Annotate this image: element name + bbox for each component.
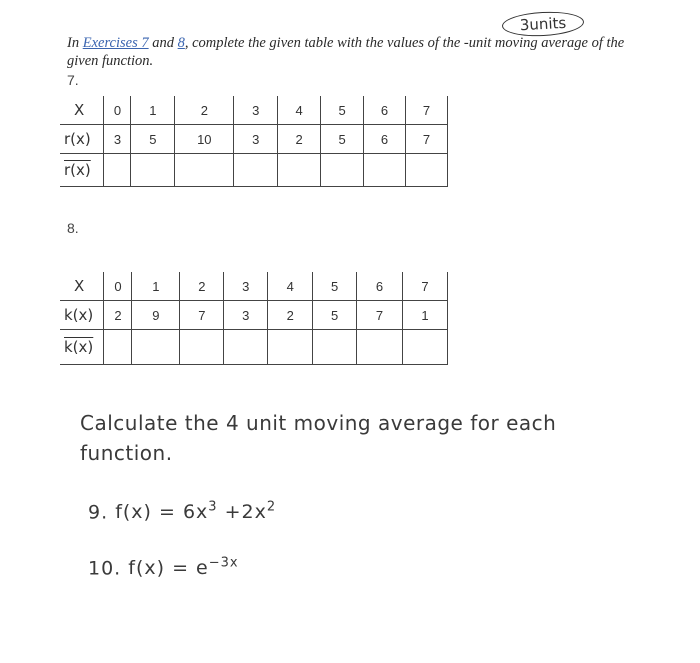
- x-cell: 5: [321, 96, 364, 125]
- instructions-mid: and: [148, 35, 178, 51]
- exercise-7-average-row: [60, 154, 448, 187]
- average-cell[interactable]: [104, 330, 132, 365]
- value-cell: 3: [234, 125, 278, 154]
- x-cell: 6: [364, 96, 406, 125]
- exercise-7-x-row: [60, 96, 448, 125]
- x-cell: 5: [313, 272, 357, 301]
- exercise-8-link[interactable]: 8: [177, 35, 185, 51]
- value-cell: 9: [132, 301, 180, 330]
- average-cell[interactable]: [234, 154, 278, 187]
- value-cell: 10: [175, 125, 234, 154]
- x-header-label: X: [60, 96, 104, 125]
- average-cell[interactable]: [268, 330, 313, 365]
- exercise-8-table: [60, 272, 448, 365]
- problem-10-number: 10.: [88, 557, 122, 580]
- exercise-7-values-row: [60, 125, 448, 154]
- x-cell: 4: [278, 96, 321, 125]
- x-cell: 6: [357, 272, 403, 301]
- exercise-7-link[interactable]: Exercises 7: [82, 35, 149, 51]
- problem-10: [88, 556, 239, 579]
- value-cell: 7: [406, 125, 448, 154]
- value-cell: 7: [357, 301, 403, 330]
- value-cell: 7: [180, 301, 224, 330]
- x-cell: 2: [175, 96, 234, 125]
- x-cell: 0: [104, 96, 131, 125]
- k-row-label: k(x): [60, 301, 104, 330]
- instructions-text: [67, 34, 637, 70]
- problem-9-formula: $f(x) = 6x^3 +2x^2$: [115, 500, 277, 524]
- average-cell[interactable]: [403, 330, 448, 365]
- value-cell: 2: [278, 125, 321, 154]
- x-cell: 3: [224, 272, 268, 301]
- handwritten-prompt: Calculate the 4 unit moving average for each function.: [80, 411, 557, 465]
- units-badge: 3units: [501, 10, 584, 38]
- problem-9-number: 9.: [88, 501, 109, 524]
- average-cell[interactable]: [406, 154, 448, 187]
- x-cell: 1: [132, 272, 180, 301]
- x-cell: 2: [180, 272, 224, 301]
- value-cell: 5: [313, 301, 357, 330]
- average-cell[interactable]: [313, 330, 357, 365]
- exercise-8-values-row: [60, 301, 448, 330]
- x-cell: 7: [403, 272, 448, 301]
- average-cell[interactable]: [104, 154, 131, 187]
- x-cell: 4: [268, 272, 313, 301]
- value-cell: 3: [224, 301, 268, 330]
- instructions-before: In: [67, 35, 83, 51]
- value-cell: 1: [403, 301, 448, 330]
- x-cell: 0: [104, 272, 132, 301]
- exercise-7-number: 7.: [67, 72, 79, 88]
- average-cell[interactable]: [364, 154, 406, 187]
- value-cell: 6: [364, 125, 406, 154]
- average-cell[interactable]: [132, 330, 180, 365]
- exercise-8-average-row: [60, 330, 448, 365]
- problem-10-formula: $f(x) = e^{-3x}$: [128, 556, 239, 580]
- r-row-label: r(x): [60, 125, 104, 154]
- average-cell[interactable]: [321, 154, 364, 187]
- average-cell[interactable]: [278, 154, 321, 187]
- value-cell: 5: [321, 125, 364, 154]
- x-cell: 3: [234, 96, 278, 125]
- x-cell: 1: [131, 96, 175, 125]
- instructions-after: , complete the given table with the values of the -unit moving average of the given function.: [67, 35, 625, 69]
- average-cell[interactable]: [357, 330, 403, 365]
- problem-9: [88, 500, 276, 523]
- x-header-label: X: [60, 272, 104, 301]
- average-cell[interactable]: [180, 330, 224, 365]
- value-cell: 3: [104, 125, 131, 154]
- exercise-7-table: [60, 96, 448, 187]
- average-cell[interactable]: [175, 154, 234, 187]
- exercise-8-x-row: [60, 272, 448, 301]
- r-average-label: r(x): [64, 161, 91, 179]
- value-cell: 2: [104, 301, 132, 330]
- exercise-8-number: 8.: [67, 220, 79, 236]
- value-cell: 5: [131, 125, 175, 154]
- average-cell[interactable]: [131, 154, 175, 187]
- k-average-label: k(x): [64, 338, 94, 356]
- average-cell[interactable]: [224, 330, 268, 365]
- x-cell: 7: [406, 96, 448, 125]
- value-cell: 2: [268, 301, 313, 330]
